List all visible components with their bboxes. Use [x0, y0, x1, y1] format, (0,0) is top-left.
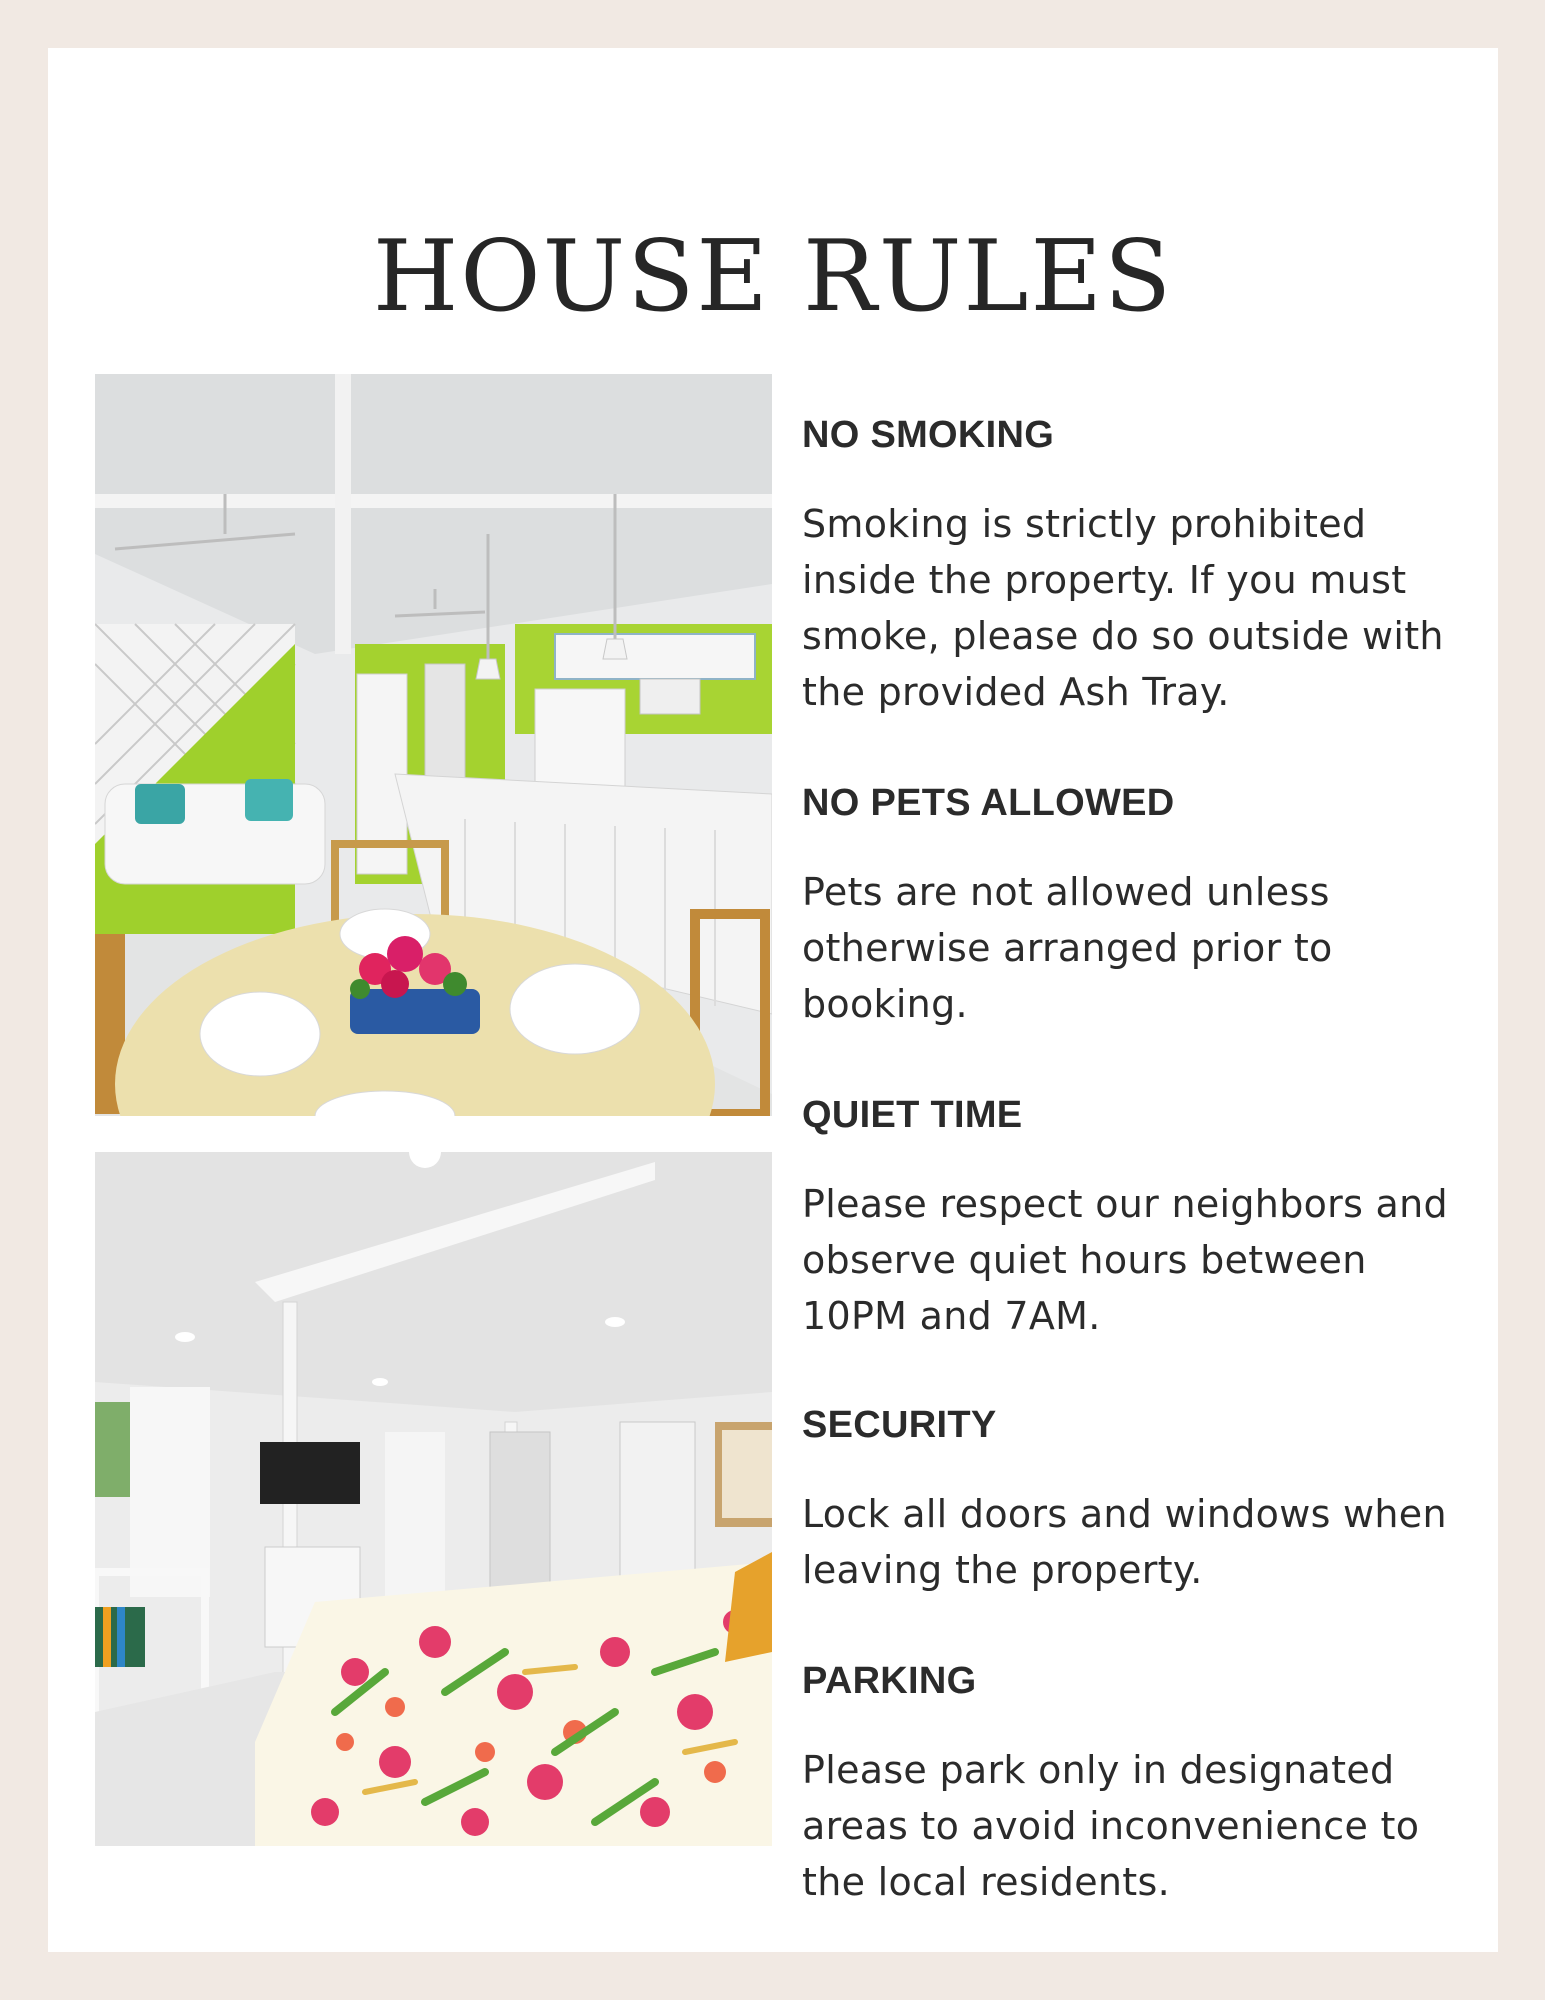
rule-text: Smoking is strictly prohibited inside the property. If you must smoke, please do so outside with the provided Ash Tray.	[802, 502, 1444, 714]
rule-text: Please respect our neighbors and observe quiet hours between 10PM and 7AM.	[802, 1182, 1448, 1338]
rule-text: Please park only in designated areas to avoid inconvenience to the local residents.	[802, 1748, 1420, 1904]
rule-no-pets	[802, 780, 1482, 1032]
rule-no-smoking	[802, 412, 1482, 720]
rule-quiet-time	[802, 1092, 1482, 1344]
rule-text: Pets are not allowed unless otherwise arranged prior to booking.	[802, 870, 1333, 1026]
bedroom-photo	[95, 1152, 772, 1846]
rule-heading: QUIET TIME	[802, 1094, 1023, 1136]
house-rules-card	[48, 48, 1498, 1952]
rule-heading: NO SMOKING	[802, 414, 1055, 456]
rule-heading: SECURITY	[802, 1404, 997, 1446]
rule-security	[802, 1402, 1482, 1598]
page-title: HOUSE RULES	[372, 220, 1174, 334]
rule-parking	[802, 1658, 1482, 1910]
rule-heading: PARKING	[802, 1660, 977, 1702]
kitchen-dining-photo	[95, 374, 772, 1116]
rule-heading: NO PETS ALLOWED	[802, 782, 1175, 824]
rule-text: Lock all doors and windows when leaving the property.	[802, 1492, 1447, 1592]
